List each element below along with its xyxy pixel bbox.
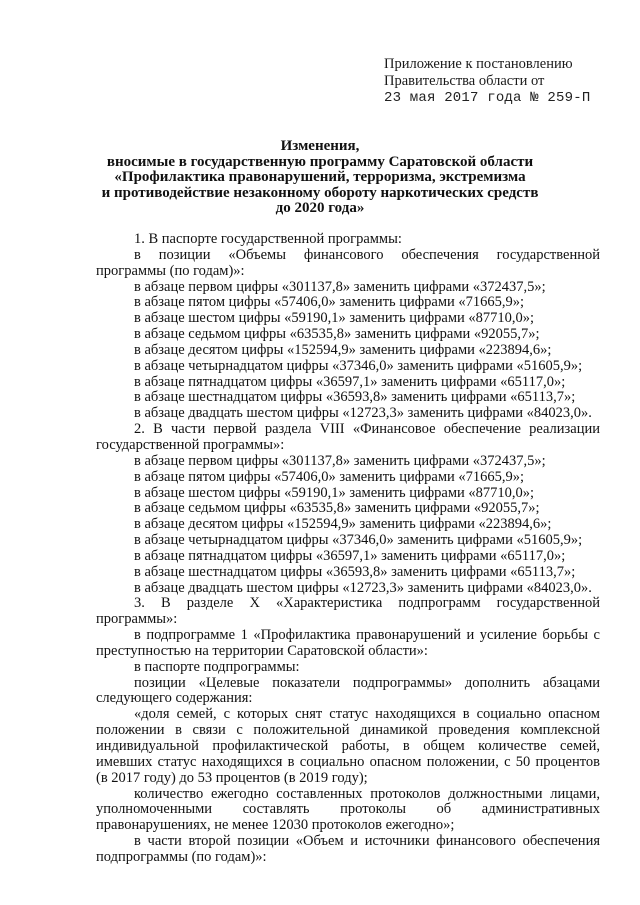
title-line-4: и противодействие незаконному обороту наркотических средств: [101, 184, 539, 201]
approval-block: [384, 56, 624, 107]
paragraph-p1: 1. В паспорте государственной программы:: [134, 231, 402, 247]
paragraph-p13: в абзаце первом цифры «301137,8» заменить цифрами «372437,5»;: [134, 452, 546, 469]
paragraph-p7: в абзаце десятом цифры «152594,9» заменить цифрами «223894,6»;: [134, 341, 552, 358]
paragraph-p11: в абзаце двадцать шестом цифры «12723,3» заменить цифрами «84023,0».: [134, 405, 592, 422]
paragraph-p6: в абзаце седьмом цифры «63535,8» заменить цифрами «92055,7»;: [134, 326, 540, 343]
paragraph-p20: в абзаце шестнадцатом цифры «36593,8» заменить цифрами «65113,7»;: [134, 563, 576, 580]
title-line-5: до 2020 года»: [275, 200, 365, 217]
paragraph-p24: в паспорте подпрограммы:: [134, 658, 300, 675]
paragraph-p18: в абзаце четырнадцатом цифры «37346,0» заменить цифрами «51605,9»;: [134, 532, 583, 549]
paragraph-p4: в абзаце пятом цифры «57406,0» заменить цифрами «71665,9»;: [134, 294, 525, 311]
paragraph-p28: в части второй позиции «Объем и источники финансового обеспечения подпрограммы (по годам)»:: [96, 833, 600, 865]
paragraph-p26: «доля семей, с которых снят статус находящихся в социально опасном положении в связи с положительной динамикой проведения комплексной индивидуальной профилактической работы, в общем количестве семей, имевших статус находящихся в социально опасном положении, с 50 процентов (в 2017 году) до 53 процентов (в 2019 году);: [96, 706, 600, 786]
paragraph-p25: позиции «Целевые показатели подпрограммы» дополнить абзацами следующего содержания:: [96, 674, 600, 707]
title-line-3: «Профилактика правонарушений, терроризма, экстремизма: [114, 169, 526, 186]
paragraph-p10: в абзаце шестнадцатом цифры «36593,8» заменить цифрами «65113,7»;: [134, 389, 576, 406]
title-line-2: вносимые в государственную программу Саратовской области: [106, 153, 534, 170]
paragraph-p16: в абзаце седьмом цифры «63535,8» заменить цифрами «92055,7»;: [134, 500, 540, 517]
paragraph-p2: в позиции «Объемы финансового обеспечения государственной программы (по годам)»:: [96, 246, 600, 279]
document-title: [80, 139, 560, 217]
paragraph-p15: в абзаце шестом цифры «59190,1» заменить цифрами «87710,0»;: [134, 484, 535, 501]
paragraph-p12: 2. В части первой раздела VIII «Финансовое обеспечение реализации государственной программы»:: [96, 421, 600, 453]
approval-line-2: Правительства области от: [384, 73, 545, 89]
paragraph-p14: в абзаце пятом цифры «57406,0» заменить цифрами «71665,9»;: [134, 468, 525, 485]
paragraph-p8: в абзаце четырнадцатом цифры «37346,0» заменить цифрами «51605,9»;: [134, 357, 583, 374]
paragraph-p9: в абзаце пятнадцатом цифры «36597,1» заменить цифрами «65117,0»;: [134, 373, 566, 390]
approval-line-1: Приложение к постановлению: [384, 56, 573, 72]
paragraph-p5: в абзаце шестом цифры «59190,1» заменить цифрами «87710,0»;: [134, 310, 535, 327]
paragraph-p27: количество ежегодно составленных протоколов должностными лицами, уполномоченными составлять протоколы об административных правонарушениях, не менее 12030 протоколов ежегодно»;: [96, 785, 600, 834]
paragraph-p17: в абзаце десятом цифры «152594,9» заменить цифрами «223894,6»;: [134, 516, 552, 533]
paragraph-p3: в абзаце первом цифры «301137,8» заменить цифрами «372437,5»;: [134, 278, 546, 295]
paragraph-p22: 3. В разделе X «Характеристика подпрограмм государственной программы»:: [96, 595, 600, 628]
paragraph-p23: в подпрограмме 1 «Профилактика правонарушений и усиление борьбы с преступностью на территории Саратовской области»:: [96, 627, 600, 659]
document-body: [96, 232, 600, 866]
paragraph-p19: в абзаце пятнадцатом цифры «36597,1» заменить цифрами «65117,0»;: [134, 547, 566, 564]
paragraph-p21: в абзаце двадцать шестом цифры «12723,3» заменить цифрами «84023,0».: [134, 579, 592, 596]
approval-date-number: 23 мая 2017 года № 259-П: [384, 90, 591, 106]
title-line-1: Изменения,: [280, 138, 360, 154]
